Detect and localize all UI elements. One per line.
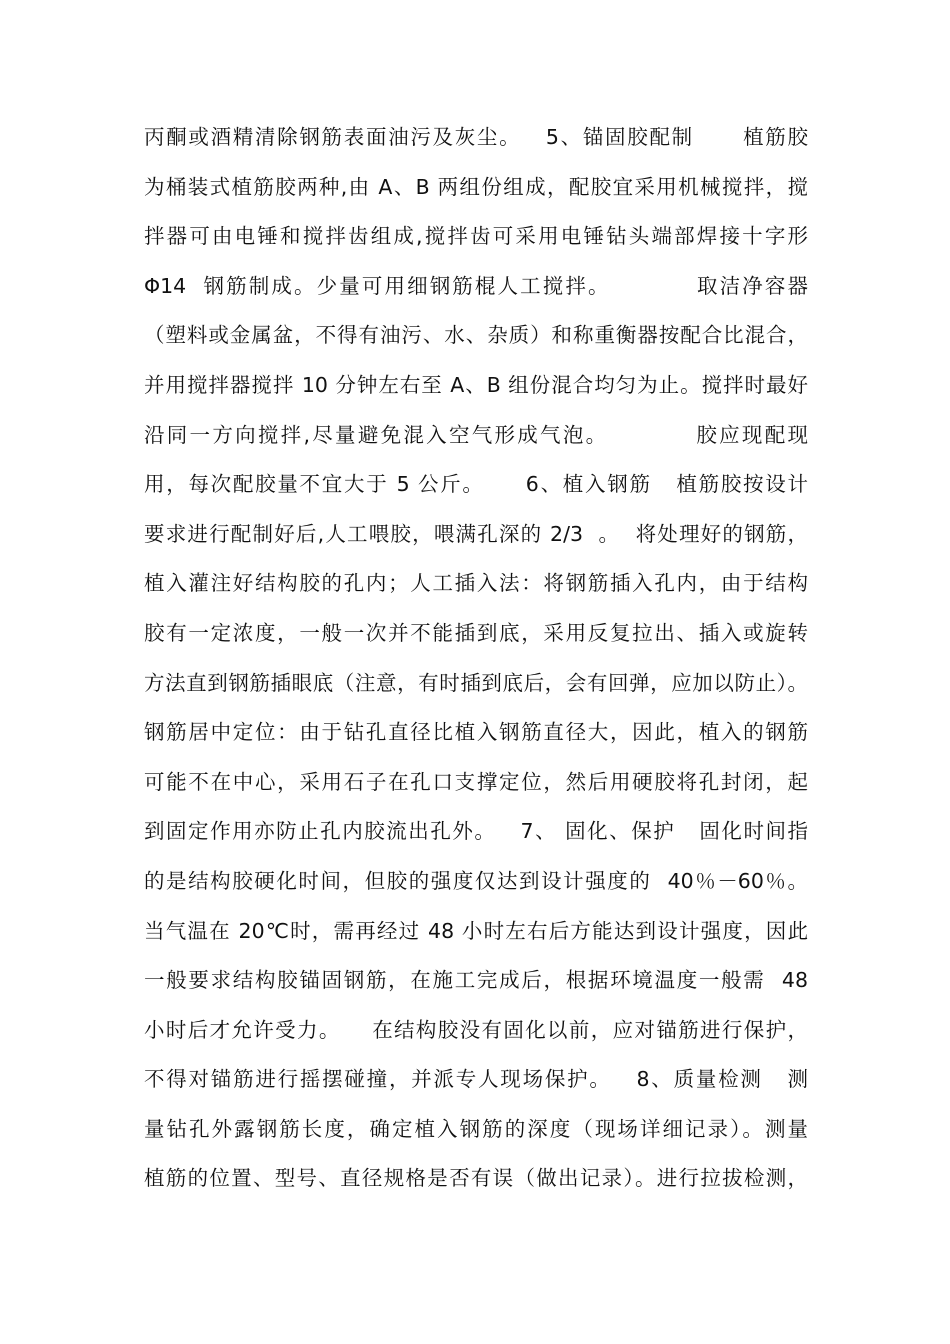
text-line: 当气温在 20℃时，需再经过 48 小时左右后方能达到设计强度，因此 <box>144 918 808 943</box>
text-line: 量钻孔外露钢筋长度，确定植入钢筋的深度（现场详细记录）。测量 <box>144 1116 808 1141</box>
text-line: （塑料或金属盆，不得有油污、水、杂质）和称重衡器按配合比混合， <box>144 323 808 348</box>
text-line: 到固定作用亦防止孔内胶流出孔外。 7、 固化、保护 固化时间指 <box>144 819 808 844</box>
body-text <box>144 113 808 1204</box>
text-line: 植入灌注好结构胶的孔内；人工插入法：将钢筋插入孔内，由于结构 <box>144 571 808 596</box>
text-line: 为桶装式植筋胶两种,由 A、B 两组份组成，配胶宜采用机械搅拌，搅 <box>144 174 808 199</box>
text-line: 并用搅拌器搅拌 10 分钟左右至 A、B 组份混合均匀为止。搅拌时最好 <box>144 372 808 397</box>
text-line: 的是结构胶硬化时间，但胶的强度仅达到设计强度的 40％－60％。 <box>144 868 808 893</box>
text-line: 不得对锚筋进行摇摆碰撞，并派专人现场保护。 8、质量检测 测 <box>144 1067 808 1092</box>
text-line: 拌器可由电锤和搅拌齿组成,搅拌齿可采用电锤钻头端部焊接十字形 <box>144 224 808 249</box>
text-line: 植筋的位置、型号、直径规格是否有误（做出记录）。进行拉拔检测， <box>144 1166 808 1191</box>
text-line: 用，每次配胶量不宜大于 5 公斤。 6、植入钢筋 植筋胶按设计 <box>144 472 808 497</box>
text-line: 方法直到钢筋插眼底（注意，有时插到底后，会有回弹，应加以防止）。 <box>144 670 808 695</box>
text-line: 沿同一方向搅拌,尽量避免混入空气形成气泡。 胶应现配现 <box>144 422 808 447</box>
text-line: 可能不在中心，采用石子在孔口支撑定位，然后用硬胶将孔封闭，起 <box>144 769 808 794</box>
text-line: 钢筋居中定位：由于钻孔直径比植入钢筋直径大，因此，植入的钢筋 <box>144 720 808 745</box>
text-line: 小时后才允许受力。 在结构胶没有固化以前，应对锚筋进行保护， <box>144 1017 808 1042</box>
text-line: 丙酮或酒精清除钢筋表面油污及灰尘。 5、锚固胶配制 植筋胶 <box>144 125 808 149</box>
text-line: 胶有一定浓度，一般一次并不能插到底，采用反复拉出、插入或旋转 <box>144 620 808 645</box>
text-line: 要求进行配制好后,人工喂胶，喂满孔深的 2/3 。 将处理好的钢筋， <box>144 521 808 546</box>
text-line: 一般要求结构胶锚固钢筋，在施工完成后，根据环境温度一般需 48 <box>144 968 808 993</box>
text-line: Φ14 钢筋制成。少量可用细钢筋棍人工搅拌。 取洁净容器 <box>144 273 808 298</box>
